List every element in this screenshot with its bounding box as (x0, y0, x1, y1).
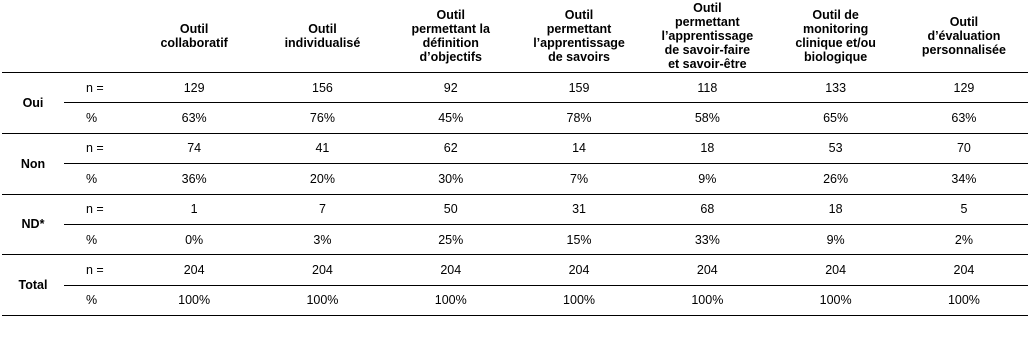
count-cell: 92 (387, 73, 515, 103)
header-blank-group (2, 0, 64, 73)
column-header (387, 0, 515, 73)
count-cell: 159 (515, 73, 643, 103)
column-header (643, 0, 771, 73)
percent-cell: 100% (258, 285, 386, 315)
count-cell: 118 (643, 73, 771, 103)
count-cell: 1 (130, 194, 258, 224)
column-header-label: Outil permettant la définition d’objectifs (411, 8, 490, 64)
percent-cell: 45% (387, 103, 515, 133)
percent-cell: 25% (387, 224, 515, 254)
percent-cell: 30% (387, 164, 515, 194)
count-cell: 129 (900, 73, 1028, 103)
metric-label: n = (64, 194, 130, 224)
count-cell: 62 (387, 133, 515, 163)
count-cell: 50 (387, 194, 515, 224)
percent-cell: 100% (643, 285, 771, 315)
count-cell: 53 (771, 133, 899, 163)
count-cell: 204 (515, 255, 643, 285)
header-row (2, 0, 1028, 73)
group-label: Total (2, 255, 64, 316)
count-cell: 133 (771, 73, 899, 103)
table-row-percent (2, 164, 1028, 194)
percent-cell: 26% (771, 164, 899, 194)
percent-cell: 34% (900, 164, 1028, 194)
group-label: Non (2, 133, 64, 194)
metric-label: % (64, 103, 130, 133)
table-row-count (2, 194, 1028, 224)
percent-cell: 76% (258, 103, 386, 133)
count-cell: 204 (643, 255, 771, 285)
column-header-label: Outil permettant l’apprentissage de savoir-faire et savoir-être (661, 1, 754, 71)
percent-cell: 100% (130, 285, 258, 315)
count-cell: 18 (643, 133, 771, 163)
count-cell: 204 (900, 255, 1028, 285)
table-row-percent (2, 224, 1028, 254)
group-label: Oui (2, 73, 64, 134)
count-cell: 68 (643, 194, 771, 224)
count-cell: 41 (258, 133, 386, 163)
percent-cell: 2% (900, 224, 1028, 254)
percent-cell: 63% (900, 103, 1028, 133)
percent-cell: 36% (130, 164, 258, 194)
column-header-label: Outil individualisé (284, 22, 361, 50)
table-row-percent (2, 285, 1028, 315)
percent-cell: 63% (130, 103, 258, 133)
count-cell: 31 (515, 194, 643, 224)
header-blank-metric (64, 0, 130, 73)
column-header (130, 0, 258, 73)
table-row-count (2, 255, 1028, 285)
percent-cell: 65% (771, 103, 899, 133)
count-cell: 129 (130, 73, 258, 103)
percent-cell: 100% (900, 285, 1028, 315)
count-cell: 14 (515, 133, 643, 163)
percent-cell: 58% (643, 103, 771, 133)
table-row-count (2, 73, 1028, 103)
percent-cell: 0% (130, 224, 258, 254)
metric-label: % (64, 164, 130, 194)
metric-label: n = (64, 73, 130, 103)
count-cell: 204 (387, 255, 515, 285)
percent-cell: 9% (771, 224, 899, 254)
count-cell: 74 (130, 133, 258, 163)
percent-cell: 33% (643, 224, 771, 254)
count-cell: 156 (258, 73, 386, 103)
column-header (515, 0, 643, 73)
percent-cell: 9% (643, 164, 771, 194)
group-label: ND* (2, 194, 64, 255)
percent-cell: 100% (387, 285, 515, 315)
percent-cell: 100% (771, 285, 899, 315)
metric-label: % (64, 285, 130, 315)
percent-cell: 3% (258, 224, 386, 254)
count-cell: 204 (771, 255, 899, 285)
percent-cell: 100% (515, 285, 643, 315)
count-cell: 18 (771, 194, 899, 224)
table-row-percent (2, 103, 1028, 133)
column-header-label: Outil permettant l’apprentissage de savoirs (533, 8, 625, 64)
percent-cell: 20% (258, 164, 386, 194)
percent-cell: 7% (515, 164, 643, 194)
metric-label: n = (64, 133, 130, 163)
count-cell: 204 (258, 255, 386, 285)
count-cell: 7 (258, 194, 386, 224)
percent-cell: 15% (515, 224, 643, 254)
table-row-count (2, 133, 1028, 163)
percent-cell: 78% (515, 103, 643, 133)
count-cell: 70 (900, 133, 1028, 163)
column-header-label: Outil de monitoring clinique et/ou biologique (795, 8, 876, 64)
column-header-label: Outil d’évaluation personnalisée (921, 15, 1006, 57)
column-header (258, 0, 386, 73)
metric-label: % (64, 224, 130, 254)
column-header-label: Outil collaboratif (160, 22, 228, 50)
count-cell: 5 (900, 194, 1028, 224)
column-header (771, 0, 899, 73)
results-table (2, 0, 1028, 316)
metric-label: n = (64, 255, 130, 285)
column-header (900, 0, 1028, 73)
count-cell: 204 (130, 255, 258, 285)
